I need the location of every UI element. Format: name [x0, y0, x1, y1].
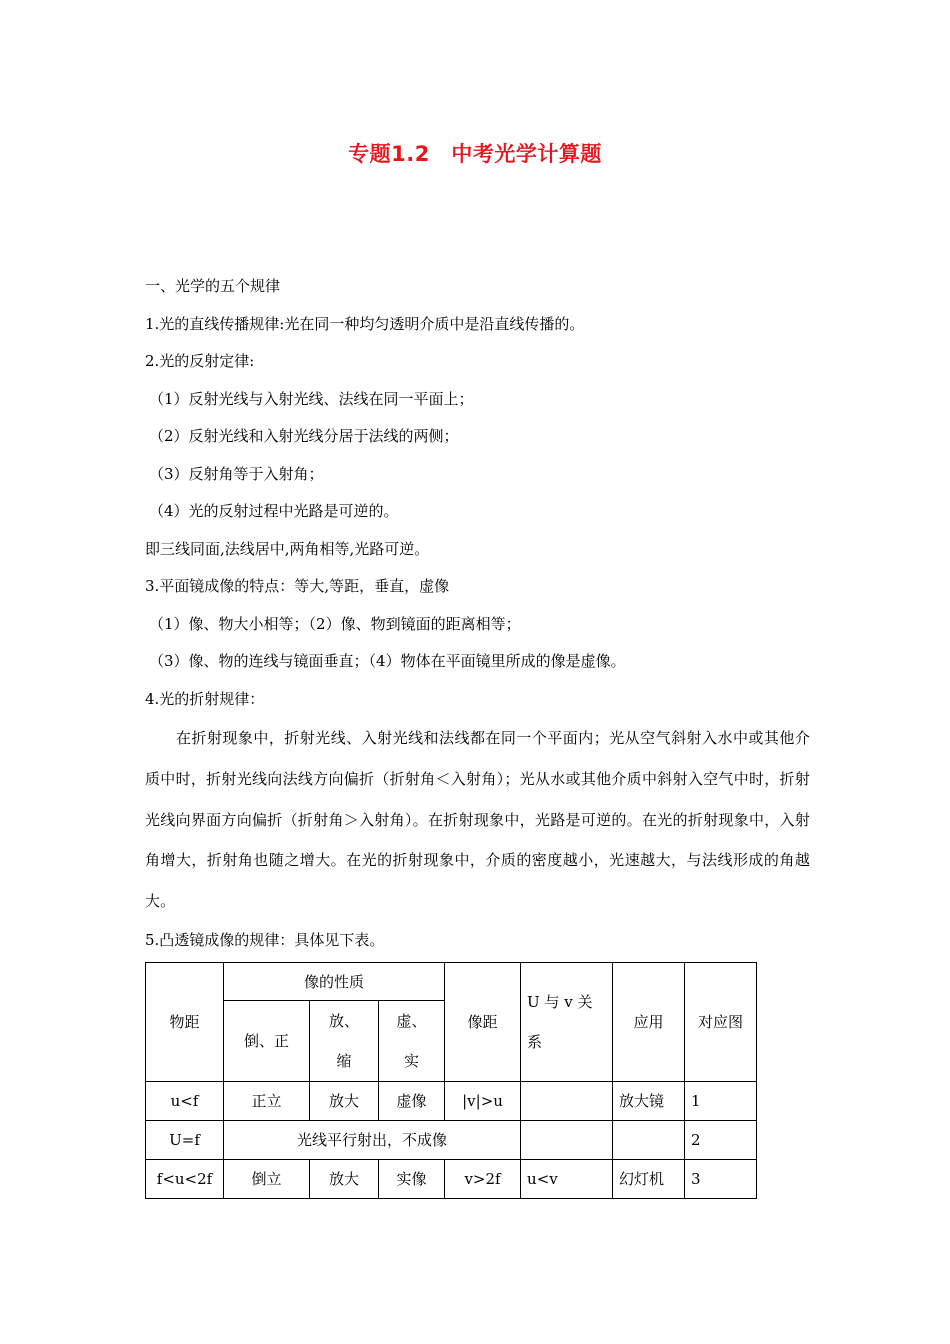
law-2-summary: 即三线同面,法线居中,两角相等,光路可逆。 — [145, 539, 430, 558]
header-size-top: 放、 — [328, 1012, 359, 1030]
table-row — [146, 1121, 757, 1160]
page-title: 专题1.2 中考光学计算题 — [348, 142, 602, 166]
header-image-distance: 像距 — [445, 963, 521, 1082]
law-2-item: （3）反射角等于入射角； — [149, 464, 324, 483]
cell-application: 放大镜 — [613, 1082, 685, 1121]
cell-figure: 3 — [685, 1160, 757, 1199]
cell-figure: 2 — [685, 1121, 757, 1160]
header-figure: 对应图 — [685, 963, 757, 1082]
law-5-heading: 5.凸透镜成像的规律：具体见下表。 — [145, 930, 385, 949]
law-2-item: （2）反射光线和入射光线分居于法线的两侧； — [149, 427, 459, 445]
table-row — [146, 1160, 757, 1199]
header-image-nature: 像的性质 — [224, 963, 445, 1001]
header-size — [310, 1001, 379, 1082]
law-2-item: （4）光的反射过程中光路是可逆的。 — [149, 502, 399, 520]
law-2-item: （1）反射光线与入射光线、法线在同一平面上； — [149, 389, 474, 408]
header-real-top: 虚、 — [396, 1012, 427, 1030]
header-relation — [521, 963, 613, 1082]
header-application: 应用 — [613, 963, 685, 1082]
cell-figure: 1 — [685, 1082, 757, 1121]
law-3-item: （1）像、物大小相等；（2）像、物到镜面的距离相等； — [149, 614, 521, 633]
section-heading: 一、光学的五个规律 — [145, 277, 281, 295]
header-size-bottom: 缩 — [336, 1052, 352, 1070]
header-real-bottom: 实 — [404, 1052, 420, 1070]
lens-imaging-table — [145, 962, 757, 1199]
law-4-paragraph: 在折射现象中，折射光线、入射光线和法线都在同一个平面内；光从空气斜射入水中或其他介质中时，折射光线向法线方向偏折（折射角＜入射角）；光从水或其他介质中斜射入空气中时，折射光线向界面方向偏折（折射角＞入射角）。在折射现象中，光路是可逆的。在光的折射现象中，入射角增大，折射角也随之增大。在光的折射现象中，介质的密度越小，光速越大，与法线形成的角越大。 — [145, 729, 810, 911]
document-body — [145, 268, 810, 959]
cell-relation — [521, 1121, 613, 1160]
cell-relation — [521, 1082, 613, 1121]
cell-size: 放大 — [310, 1160, 379, 1199]
header-orientation: 倒、正 — [224, 1001, 310, 1082]
header-real — [379, 1001, 445, 1082]
law-2-heading: 2.光的反射定律: — [145, 352, 255, 370]
cell-real: 虚像 — [379, 1082, 445, 1121]
cell-u: f<u<2f — [146, 1160, 224, 1199]
cell-v: |v|>u — [445, 1082, 521, 1121]
cell-u: U=f — [146, 1121, 224, 1160]
header-object-distance: 物距 — [146, 963, 224, 1082]
cell-relation: u<v — [521, 1160, 613, 1199]
cell-orientation: 正立 — [224, 1082, 310, 1121]
header-relation-top: U 与 v 关 — [527, 993, 593, 1011]
cell-size: 放大 — [310, 1082, 379, 1121]
cell-v: v>2f — [445, 1160, 521, 1199]
law-1: 1.光的直线传播规律:光在同一种均匀透明介质中是沿直线传播的。 — [145, 314, 585, 333]
cell-u: u<f — [146, 1082, 224, 1121]
cell-merged: 光线平行射出，不成像 — [224, 1121, 521, 1160]
header-relation-bottom: 系 — [527, 1033, 543, 1051]
cell-application — [613, 1121, 685, 1160]
law-3-heading: 3.平面镜成像的特点：等大,等距，垂直，虚像 — [145, 577, 450, 595]
cell-orientation: 倒立 — [224, 1160, 310, 1199]
cell-real: 实像 — [379, 1160, 445, 1199]
law-4-heading: 4.光的折射规律： — [145, 689, 265, 708]
cell-application: 幻灯机 — [613, 1160, 685, 1199]
table-row — [146, 1082, 757, 1121]
law-3-item: （3）像、物的连线与镜面垂直；（4）物体在平面镜里所成的像是虚像。 — [149, 652, 626, 670]
